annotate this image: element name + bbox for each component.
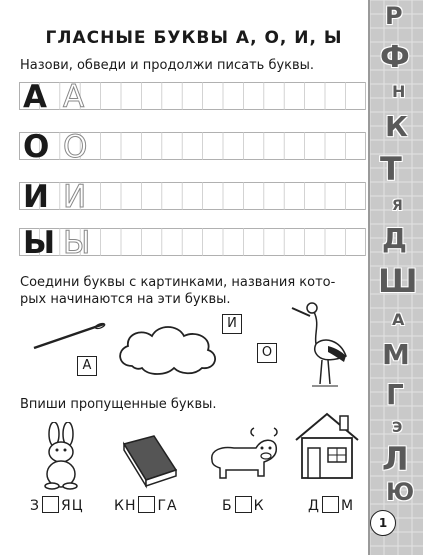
letter-box-o[interactable]: О xyxy=(257,343,277,363)
word-after: ГА xyxy=(157,498,178,514)
sidebar-letter: Н xyxy=(392,82,406,101)
task3-instruction: Впиши пропущенные буквы. xyxy=(20,397,217,412)
word-after: М xyxy=(340,498,355,514)
sidebar-letter: Д xyxy=(382,222,407,255)
sample-letter: Ы xyxy=(23,225,56,261)
word-before: КН xyxy=(114,498,137,514)
stork-icon[interactable] xyxy=(284,290,354,390)
sidebar-letter: К xyxy=(385,110,408,143)
sidebar-letter: Я xyxy=(392,198,403,214)
cloud-icon[interactable] xyxy=(112,318,222,378)
task2-instruction-line2: рых начинаются на эти буквы. xyxy=(20,292,231,307)
sample-letter: О xyxy=(23,129,50,165)
hare-icon xyxy=(36,422,86,490)
bull-icon xyxy=(206,426,282,490)
sidebar-divider xyxy=(368,0,370,555)
sample-letter: И xyxy=(23,179,49,215)
word-kniga xyxy=(114,496,178,514)
house-icon xyxy=(292,410,362,482)
sidebar-letter: Т xyxy=(380,150,402,188)
trace-letter: О xyxy=(63,129,88,165)
word-zayats xyxy=(30,496,84,514)
trace-letter: И xyxy=(63,179,87,215)
trace-letter: Ы xyxy=(63,225,91,261)
sidebar-letter: Ф xyxy=(380,40,410,75)
trace-letter: А xyxy=(63,79,85,115)
sidebar-letter: Л xyxy=(382,440,409,478)
writing-row-i[interactable] xyxy=(19,179,366,215)
word-before: Д xyxy=(308,498,320,514)
missing-letter-box[interactable] xyxy=(138,496,155,513)
sidebar-letter: Р xyxy=(385,2,403,30)
missing-letter-box[interactable] xyxy=(322,496,339,513)
task2-instruction-line1: Соедини буквы с картинками, названия кото- xyxy=(20,275,336,290)
sidebar-letter: Г xyxy=(386,378,404,411)
missing-letter-box[interactable] xyxy=(235,496,252,513)
sidebar-letter: Ш xyxy=(378,262,418,300)
word-dom xyxy=(308,496,354,514)
page-title: ГЛАСНЫЕ БУКВЫ А, О, И, Ы xyxy=(45,28,343,48)
word-before: Б xyxy=(222,498,233,514)
writing-row-y[interactable] xyxy=(19,225,366,261)
letter-box-i[interactable]: И xyxy=(222,314,242,334)
sample-letter: А xyxy=(23,79,47,115)
sidebar-letter: М xyxy=(382,338,410,371)
word-before: З xyxy=(30,498,40,514)
sidebar-letter: Э xyxy=(392,420,403,436)
writing-row-o[interactable] xyxy=(19,129,366,165)
task1-instruction: Назови, обведи и продолжи писать буквы. xyxy=(20,58,315,73)
sidebar-letter: Ю xyxy=(386,478,415,506)
letter-box-a[interactable]: А xyxy=(77,356,97,376)
writing-row-a[interactable] xyxy=(19,79,366,115)
word-after: К xyxy=(253,498,265,514)
book-icon xyxy=(120,434,180,489)
word-after: ЯЦ xyxy=(60,498,84,514)
page-number: 1 xyxy=(370,510,396,536)
word-byk xyxy=(222,496,265,514)
sidebar-letter: А xyxy=(392,310,405,329)
missing-letter-box[interactable] xyxy=(42,496,59,513)
needle-icon[interactable] xyxy=(30,318,110,358)
